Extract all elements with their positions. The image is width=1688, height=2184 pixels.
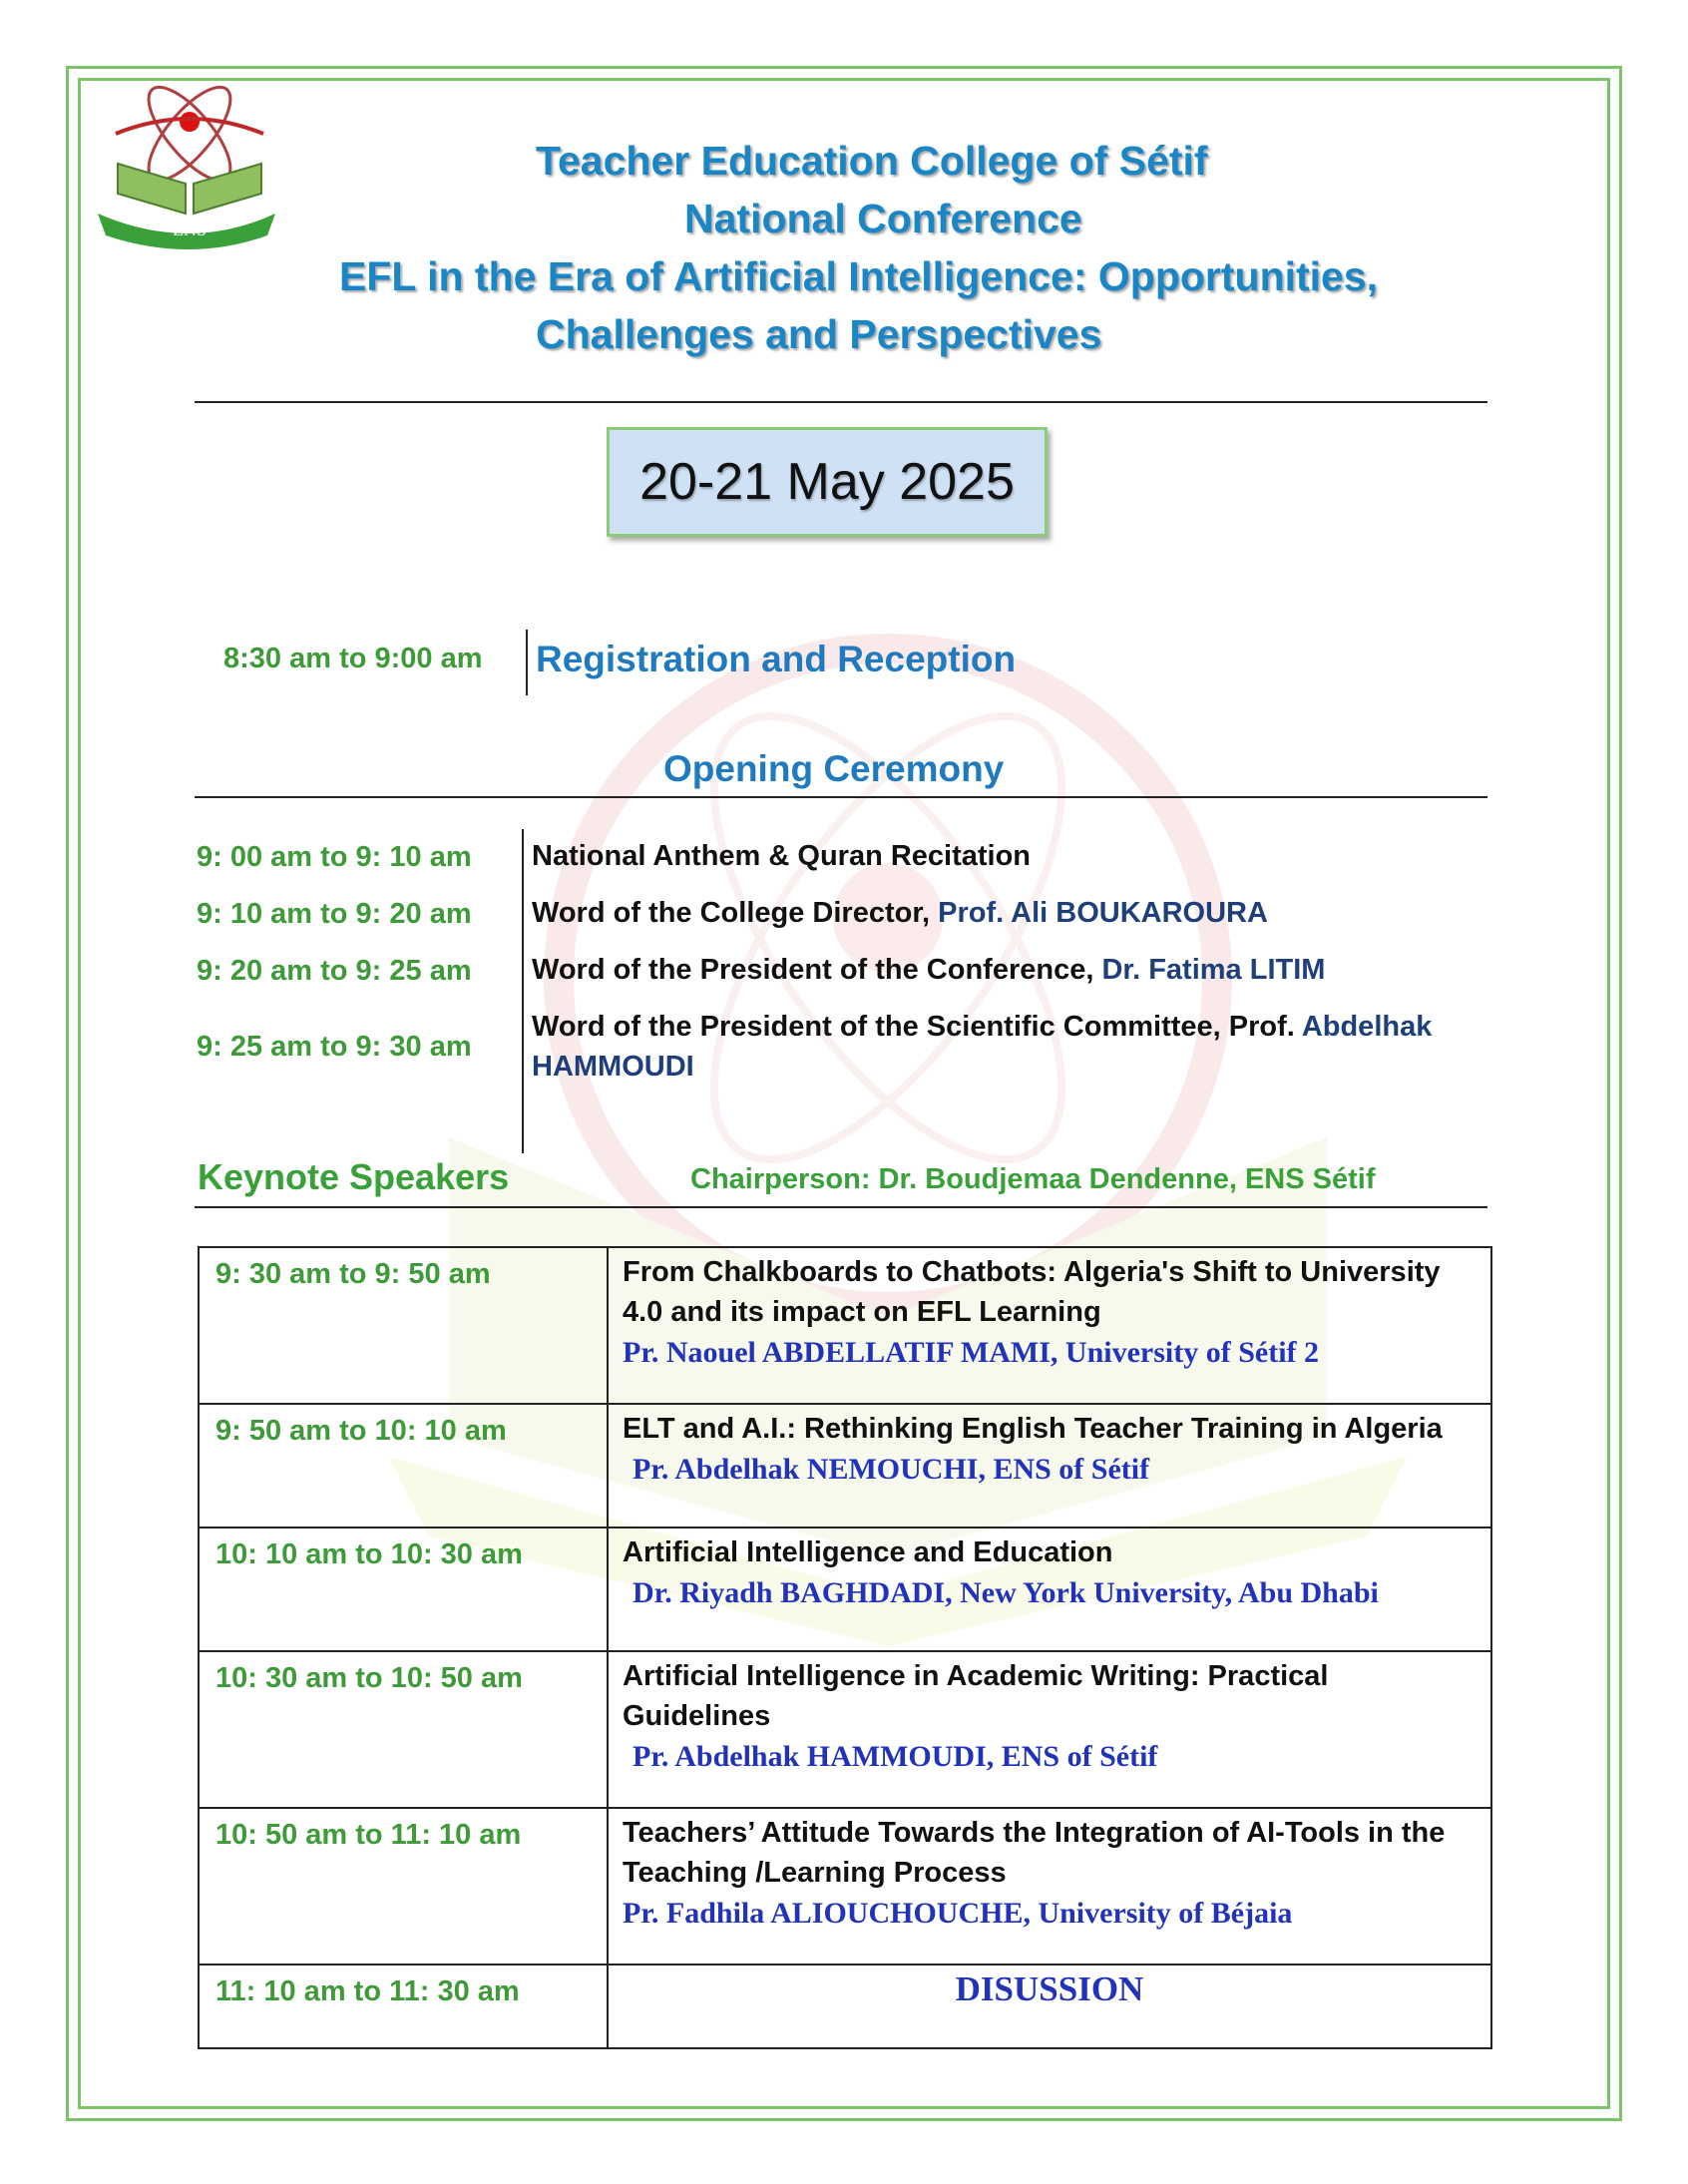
registration-label: Registration and Reception xyxy=(536,639,1017,679)
row-content xyxy=(608,1528,1491,1651)
talk-title: Teachers’ Attitude Towards the Integration of AI-Tools in the Teaching /Learning Process xyxy=(623,1817,1446,1889)
talk-title: ELT and A.I.: Rethinking English Teacher Training in Algeria xyxy=(623,1413,1443,1445)
keynote-schedule-table xyxy=(198,1246,1492,2049)
talk-title: From Chalkboards to Chatbots: Algeria's Shift to University 4.0 and its impact on EFL Learning xyxy=(623,1256,1441,1328)
conference-type: National Conference xyxy=(684,196,1082,241)
row-content xyxy=(608,1404,1491,1528)
speaker-name: Pr. Abdelhak HAMMOUDI, ENS of Sétif xyxy=(633,1740,1158,1773)
table-row xyxy=(199,1528,1491,1651)
row-content xyxy=(608,1965,1491,2048)
talk-title: Artificial Intelligence and Education xyxy=(623,1536,1113,1568)
conference-title-line1: EFL in the Era of Artificial Intelligence: Opportunities, xyxy=(339,253,1379,299)
speaker-name: Pr. Abdelhak NEMOUCHI, ENS of Sétif xyxy=(633,1453,1150,1486)
logo-text: ENS xyxy=(172,219,208,239)
table-row xyxy=(199,1965,1491,2048)
opening-item-text: National Anthem & Quran Recitation xyxy=(532,840,1032,872)
row-time: 10: 30 am to 10: 50 am xyxy=(199,1651,608,1808)
opening-item-text: Word of the President of the Conference, Dr. Fatima LITIM xyxy=(532,954,1326,986)
header-divider xyxy=(195,401,1487,403)
row-content xyxy=(608,1247,1491,1404)
table-row xyxy=(199,1404,1491,1528)
opening-item-time: 9: 10 am to 9: 20 am xyxy=(197,898,472,930)
opening-item-text: Word of the College Director, Prof. Ali BOUKAROURA xyxy=(532,897,1268,929)
row-time: 10: 10 am to 10: 30 am xyxy=(199,1528,608,1651)
talk-title: Artificial Intelligence in Academic Writing: Practical Guidelines xyxy=(623,1660,1329,1732)
opening-item-text: Word of the President of the Scientific Committee, Prof. Abdelhak HAMMOUDI xyxy=(532,1011,1433,1083)
opening-ceremony-title: Opening Ceremony xyxy=(663,748,1005,789)
registration-separator xyxy=(526,630,528,695)
opening-separator xyxy=(522,829,524,1153)
row-time: 9: 50 am to 10: 10 am xyxy=(199,1404,608,1528)
row-time: 11: 10 am to 11: 30 am xyxy=(199,1965,608,2048)
ens-setif-logo xyxy=(78,64,295,253)
row-time: 10: 50 am to 11: 10 am xyxy=(199,1808,608,1965)
table-row xyxy=(199,1247,1491,1404)
conference-title-line2: Challenges and Perspectives xyxy=(536,311,1102,357)
college-title: Teacher Education College of Sétif xyxy=(536,138,1208,184)
row-content xyxy=(608,1651,1491,1808)
keynote-chairperson: Chairperson: Dr. Boudjemaa Dendenne, ENS Sétif xyxy=(690,1163,1376,1195)
speaker-name: Pr. Fadhila ALIOUCHOUCHE, University of Béjaia xyxy=(623,1897,1293,1930)
table-row xyxy=(199,1651,1491,1808)
opening-item-time: 9: 00 am to 9: 10 am xyxy=(197,841,472,873)
opening-item-time: 9: 20 am to 9: 25 am xyxy=(197,955,472,987)
table-row xyxy=(199,1808,1491,1965)
discussion-label: DISUSSION xyxy=(955,1969,1144,2008)
opening-item-time: 9: 25 am to 9: 30 am xyxy=(197,1031,472,1063)
keynote-divider xyxy=(195,1206,1487,1208)
row-content xyxy=(608,1808,1491,1965)
keynote-title: Keynote Speakers xyxy=(198,1156,510,1197)
opening-divider xyxy=(195,796,1487,798)
conference-date: 20-21 May 2025 xyxy=(607,427,1048,537)
row-time: 9: 30 am to 9: 50 am xyxy=(199,1247,608,1404)
registration-time: 8:30 am to 9:00 am xyxy=(223,643,483,674)
speaker-name: Dr. Riyadh BAGHDADI, New York University, Abu Dhabi xyxy=(633,1576,1379,1609)
speaker-name: Pr. Naouel ABDELLATIF MAMI, University of Sétif 2 xyxy=(623,1336,1320,1369)
